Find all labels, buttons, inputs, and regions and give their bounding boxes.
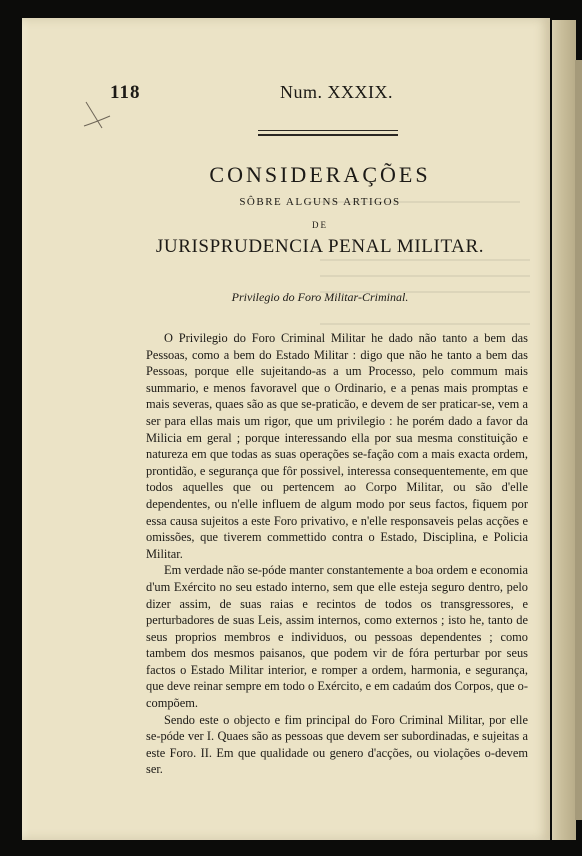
title-line-3: DE: [312, 220, 328, 230]
page-number: 118: [110, 82, 141, 103]
section-subtitle: Privilegio do Foro Militar-Criminal.: [231, 290, 409, 304]
page-edge: [552, 20, 576, 840]
paragraph-3: Sendo este o objecto e fim principal do Foro Criminal Militar, por elle se-póde ver I. Quaes são as pessoas que devem ser subordinadas, e sujeitas a este Foro. II. Em que qualidade ou genero d'acções, ou violações o-devem ser.: [146, 712, 528, 777]
header-rule-bottom: [258, 134, 398, 136]
page-edge-shadow: [575, 60, 582, 820]
title-line-4: JURISPRUDENCIA PENAL MILITAR.: [155, 236, 485, 257]
page-header: [110, 82, 530, 106]
body-text: [146, 330, 528, 778]
header-rule-top: [258, 130, 398, 131]
paragraph-2: Em verdade não se-póde manter constantemente a boa ordem e economia d'um Exército no seu estado interno, sem que elle esteja seguro dentro, pelo dizer assim, de suas raias e recintos de todos os transgressores, e perturbadores de suas Leis, assim internos, como externos ; isto he, tanto de seus proprios membros e individuos, ou pessoas dependentes ; como tambem dos mesmos paisanos, que podem vir de fóra perturbar por seus factos o Estado Militar interior, e romper a ordem, harmonia, e segurança, que deve reinar sempre em todo o Exército, e em cadaúm dos Corpos, que o-compõem.: [146, 563, 528, 711]
pencil-cross-mark-icon: [80, 98, 114, 132]
title-line-2: SÔBRE ALGUNS ARTIGOS: [239, 196, 401, 208]
title-line-1: CONSIDERAÇÕES: [209, 162, 431, 187]
paragraph-1: O Privilegio do Foro Criminal Militar he dado não tanto a bem das Pessoas, como a bem do Estado Militar : digo que não he tanto a bem das Pessoas, porque elle sujeitando-as a um Processo, pelo commum mais summario, e menos favoravel que o Ordinario, e a penas mais promptas e mais severas, quaes são as que se-praticão, e devem de ser praticar-se, vem a ser para ellas mais um rigor, que um privilegio : he porém dado a favor da Milicia em geral ; porque interessando ella por sua mesma constituição e natureza em que todas as suas operações se-fação com a mais exacta ordem, prontidão, e segurança que fôr possivel, interessa consequentemente, em que todos aquelles que ou pertencem ao Corpo Militar, ou são d'elle dependentes, ou n'elle influem de algum modo por seus factos, fiquem por essa causa sujeitos a este Foro privativo, e n'elle responsaveis pelas acções e omissões, que tiverem commettido contra o Estado, Disciplina, e Policia Militar.: [146, 331, 528, 561]
article-number: Num. XXXIX.: [280, 82, 393, 102]
